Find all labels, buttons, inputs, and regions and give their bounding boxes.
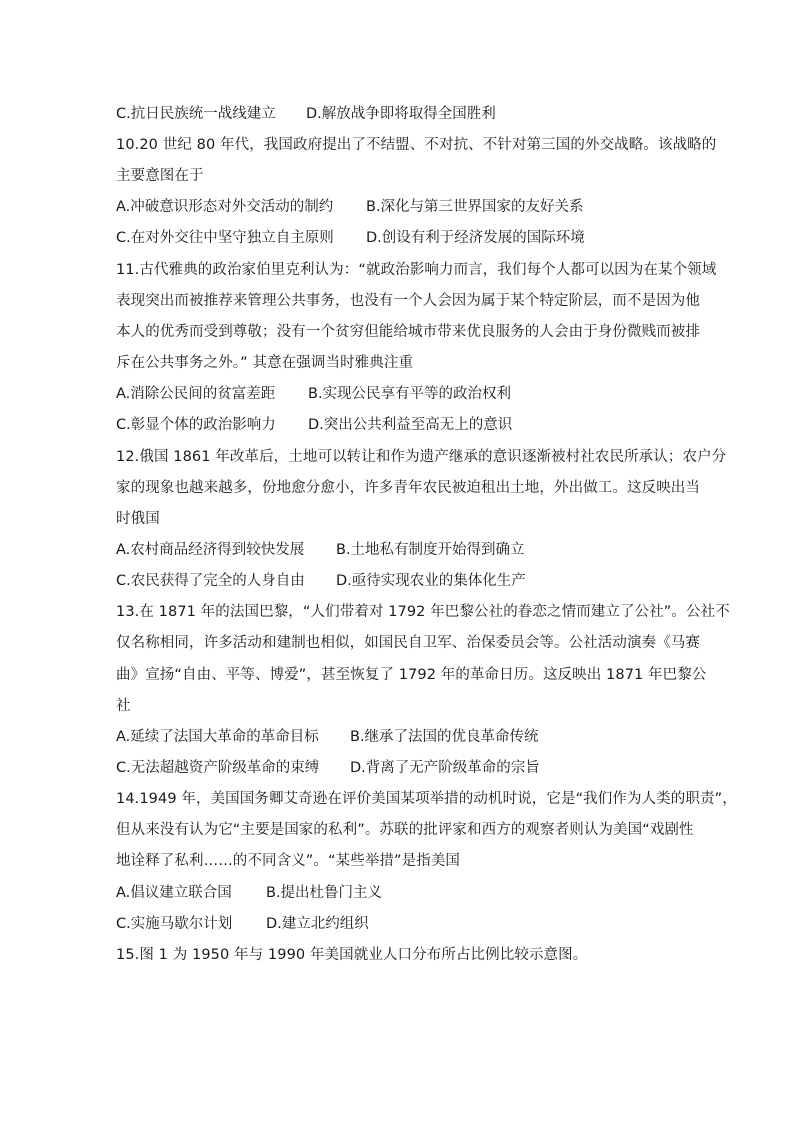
q14-stem-line2: 但从来没有认为它“主要是国家的私利”。苏联的批评家和西方的观察者则认为美国“戏剧性 <box>116 822 694 838</box>
q14-stem-line3: 地诠释了私利……的不同含义”。“某些举措”是指美国 <box>116 853 461 869</box>
q11-stem-line3: 本人的优秀而受到尊敬；没有一个贫穷但能给城市带来优良服务的人会由于身份微贱而被排 <box>116 324 700 340</box>
q14-option-c: C.实施马歇尔计划 <box>116 916 233 932</box>
q10-stem-line2: 主要意图在于 <box>116 168 204 184</box>
q13-stem-line4: 社 <box>116 698 131 714</box>
q12-stem-line1: 12.俄国 1861 年改革后，土地可以转让和作为遗产继承的意识逐渐被村社农民所承认；农户分 <box>116 449 727 465</box>
q13-stem-line3: 曲》宣扬“自由、平等、博爱”，甚至恢复了 1792 年的革命日历。这反映出 1871 年巴黎公 <box>116 667 707 683</box>
q10-option-a: A.冲破意识形态对外交活动的制约 <box>116 199 334 215</box>
q14-stem-line1: 14.1949 年，美国国务卿艾奇逊在评价美国某项举措的动机时说，它是“我们作为人类的职责”， <box>116 791 737 807</box>
q12-stem-line2: 家的现象也越来越多，份地愈分愈小，许多青年农民被迫租出土地，外出做工。这反映出当 <box>116 480 700 496</box>
q14-option-a: A.倡议建立联合国 <box>116 885 232 901</box>
q9-option-d: D.解放战争即将取得全国胜利 <box>306 106 496 122</box>
q15-stem-line1: 15.图 1 为 1950 年与 1990 年美国就业人口分布所占比例比较示意图。 <box>116 947 588 963</box>
q13-stem-line1: 13.在 1871 年的法国巴黎，“人们带着对 1792 年巴黎公社的眷恋之情而建立了公社”。公社不 <box>116 604 730 620</box>
q12-stem-line3: 时俄国 <box>116 511 160 527</box>
q11-stem-line1: 11.古代雅典的政治家伯里克利认为：“就政治影响力而言，我们每个人都可以因为在某个领域 <box>116 262 717 278</box>
q11-stem-line4: 斥在公共事务之外。” 其意在强调当时雅典注重 <box>116 355 414 371</box>
q12-option-b: B.土地私有制度开始得到确立 <box>336 542 525 558</box>
q13-option-b: B.继承了法国的优良革命传统 <box>350 729 539 745</box>
q13-option-d: D.背离了无产阶级革命的宗旨 <box>350 760 540 776</box>
q11-option-a: A.消除公民间的贫富差距 <box>116 386 276 402</box>
q14-option-b: B.提出杜鲁门主义 <box>266 885 383 901</box>
q13-stem-line2: 仅名称相同，许多活动和建制也相似，如国民自卫军、治保委员会等。公社活动演奏《马赛 <box>116 635 700 651</box>
q12-option-a: A.农村商品经济得到较快发展 <box>116 542 305 558</box>
q13-option-a: A.延续了法国大革命的革命目标 <box>116 729 319 745</box>
q11-option-b: B.实现公民享有平等的政治权利 <box>308 386 512 402</box>
q9-option-c: C.抗日民族统一战线建立 <box>116 106 276 122</box>
q12-option-c: C.农民获得了完全的人身自由 <box>116 573 305 589</box>
q11-option-d: D.突出公共利益至高无上的意识 <box>308 417 513 433</box>
q11-stem-line2: 表现突出而被推荐来管理公共事务，也没有一个人会因为属于某个特定阶层，而不是因为他 <box>116 293 700 309</box>
q11-option-c: C.彰显个体的政治影响力 <box>116 417 276 433</box>
q12-option-d: D.亟待实现农业的集体化生产 <box>336 573 526 589</box>
q10-option-b: B.深化与第三世界国家的友好关系 <box>366 199 584 215</box>
q14-option-d: D.建立北约组织 <box>266 916 369 932</box>
q10-option-c: C.在对外交往中坚守独立自主原则 <box>116 230 334 246</box>
q10-stem-line1: 10.20 世纪 80 年代，我国政府提出了不结盟、不对抗、不针对第三国的外交战略。该战略的 <box>116 137 717 153</box>
q10-option-d: D.创设有利于经济发展的国际环境 <box>366 230 585 246</box>
q13-option-c: C.无法超越资产阶级革命的束缚 <box>116 760 320 776</box>
